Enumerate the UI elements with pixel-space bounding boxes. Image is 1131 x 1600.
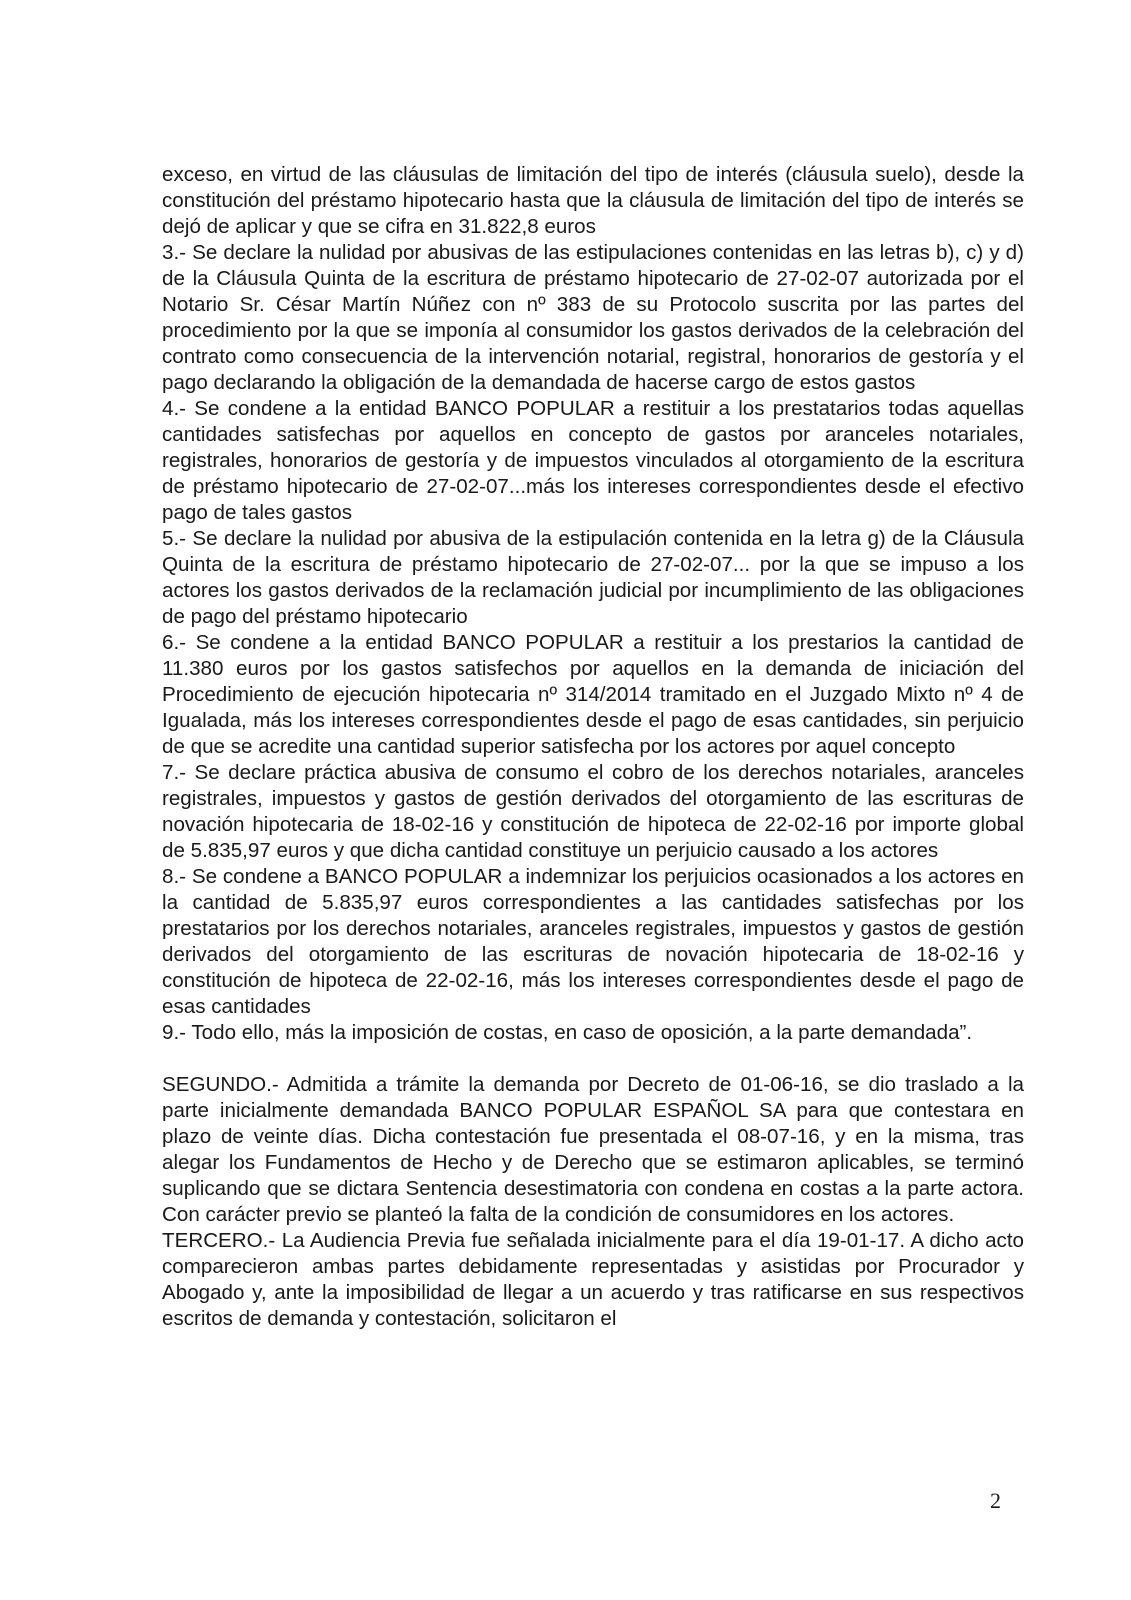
- paragraph-item-5: 5.- Se declare la nulidad por abusiva de la estipulación contenida en la letra g) de la Cláusula Quinta de la escritura de préstamo hipotecario de 27-02-07... por la que se impuso a los actores los gastos derivados de la reclamación judicial por incumplimiento de las obligaciones de pago del préstamo hipotecario: [162, 527, 1024, 628]
- paragraph-tercero: TERCERO.- La Audiencia Previa fue señalada inicialmente para el día 19-01-17. A dicho acto comparecieron ambas partes debidamente representadas y asistidas por Procurador y Abogado y, ante la imposibilidad de llegar a un acuerdo y tras ratificarse en sus respectivos escritos de demanda y contestación, solicitaron el: [162, 1229, 1024, 1330]
- paragraph-item-3: 3.- Se declare la nulidad por abusivas de las estipulaciones contenidas en las letras b), c) y d) de la Cláusula Quinta de la escritura de préstamo hipotecario de 27-02-07 autorizada por el Notario Sr. César Martín Núñez con nº 383 de su Protocolo suscrita por las partes del procedimiento por la que se imponía al consumidor los gastos derivados de la celebración del contrato como consecuencia de la intervención notarial, registral, honorarios de gestoría y el pago declarando la obligación de la demandada de hacerse cargo de estos gastos: [162, 241, 1024, 394]
- paragraph-item-9: 9.- Todo ello, más la imposición de costas, en caso de oposición, a la parte demandada”.: [162, 1021, 973, 1044]
- body-text: [162, 162, 1024, 1332]
- paragraph-item-6: 6.- Se condene a la entidad BANCO POPULAR a restituir a los prestarios la cantidad de 11.380 euros por los gastos satisfechos por aquellos en la demanda de iniciación del Procedimiento de ejecución hipotecaria nº 314/2014 tramitado en el Juzgado Mixto nº 4 de Igualada, más los intereses correspondientes desde el pago de esas cantidades, sin perjuicio de que se acredite una cantidad superior satisfecha por los actores por aquel concepto: [162, 631, 1024, 758]
- paragraph-item-7: 7.- Se declare práctica abusiva de consumo el cobro de los derechos notariales, aranceles registrales, impuestos y gastos de gestión derivados del otorgamiento de las escrituras de novación hipotecaria de 18-02-16 y constitución de hipoteca de 22-02-16 por importe global de 5.835,97 euros y que dicha cantidad constituye un perjuicio causado a los actores: [162, 761, 1024, 862]
- paragraph-item-4: 4.- Se condene a la entidad BANCO POPULAR a restituir a los prestatarios todas aquellas cantidades satisfechas por aquellos en concepto de gastos por aranceles notariales, registrales, honorarios de gestoría y de impuestos vinculados al otorgamiento de la escritura de préstamo hipotecario de 27-02-07...más los intereses correspondientes desde el efectivo pago de tales gastos: [162, 397, 1024, 524]
- paragraph-item-8: 8.- Se condene a BANCO POPULAR a indemnizar los perjuicios ocasionados a los actores en la cantidad de 5.835,97 euros correspondientes a las cantidades satisfechas por los prestatarios por los derechos notariales, aranceles registrales, impuestos y gastos de gestión derivados del otorgamiento de las escrituras de novación hipotecaria de 18-02-16 y constitución de hipoteca de 22-02-16, más los intereses correspondientes desde el pago de esas cantidades: [162, 865, 1024, 1018]
- paragraph-segundo: SEGUNDO.- Admitida a trámite la demanda por Decreto de 01-06-16, se dio traslado a la parte inicialmente demandada BANCO POPULAR ESPAÑOL SA para que contestara en plazo de veinte días. Dicha contestación fue presentada el 08-07-16, y en la misma, tras alegar los Fundamentos de Hecho y de Derecho que se estimaron aplicables, se terminó suplicando que se dictara Sentencia desestimatoria con condena en costas a la parte actora. Con carácter previo se planteó la falta de la condición de consumidores en los actores.: [162, 1073, 1024, 1226]
- paragraph-exceso-continuation: exceso, en virtud de las cláusulas de limitación del tipo de interés (cláusula suelo), desde la constitución del préstamo hipotecario hasta que la cláusula de limitación del tipo de interés se dejó de aplicar y que se cifra en 31.822,8 euros: [162, 163, 1024, 238]
- page-number: 2: [990, 1488, 1001, 1513]
